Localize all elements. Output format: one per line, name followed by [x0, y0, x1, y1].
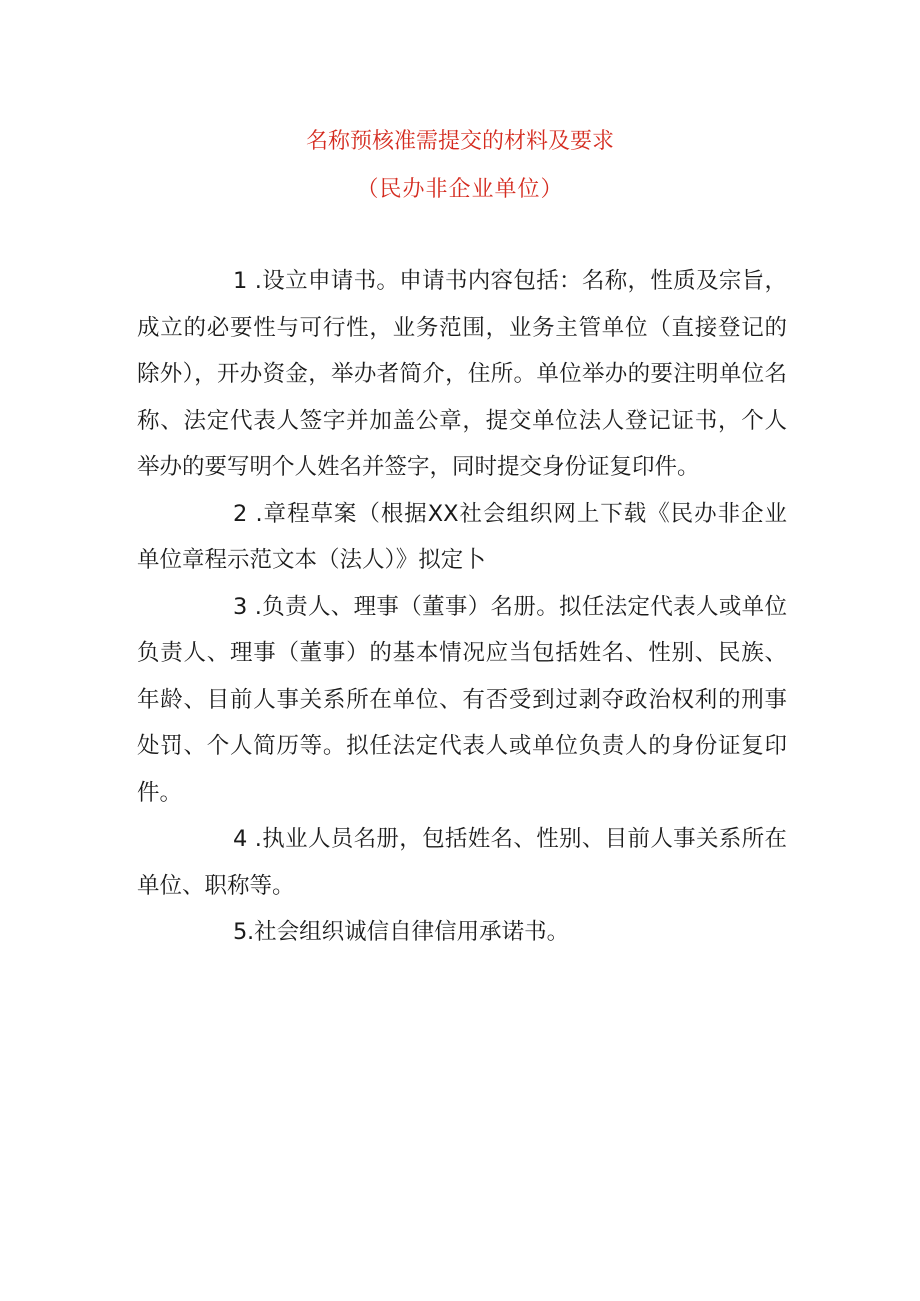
item-number: 5	[233, 919, 248, 945]
item-number: 3	[233, 593, 248, 620]
document-title: 名称预核准需提交的材料及要求	[305, 129, 614, 154]
list-item-5	[137, 909, 787, 956]
item-number: 2	[233, 500, 248, 527]
list-item-2	[137, 491, 787, 584]
item-text: .章程草案（根据XX社会组织网上下载《民办非企业单位章程示范文本（法人）》拟定卜	[137, 500, 787, 573]
item-number: 4	[233, 826, 248, 852]
item-text: .负责人、理事（董事）名册。拟任法定代表人或单位负责人、理事（董事）的基本情况应当包括姓名、性别、民族、年龄、目前人事关系所在单位、有否受到过剥夺政治权利的刑事处罚、个人简历等。拟任法定代表人或单位负责人的身份证复印件。	[137, 593, 787, 806]
item-number: 1	[233, 268, 248, 294]
item-text: .设立申请书。申请书内容包括：名称，性质及宗旨，成立的必要性与可行性，业务范围，业务主管单位（直接登记的除外），开办资金，举办者简介，住所。单位举办的要注明单位名称、法定代表人签字并加盖公章，提交单位法人登记证书，个人举办的要写明个人姓名并签字，同时提交身份证复印件。	[137, 268, 787, 480]
item-text: .社会组织诚信自律信用承诺书。	[247, 919, 570, 945]
document-subtitle: （民办非企业单位）	[356, 177, 564, 202]
list-item-4	[137, 816, 787, 909]
document-body	[137, 258, 787, 956]
list-item-3	[137, 584, 787, 817]
list-item-1	[137, 258, 787, 491]
item-text: .执业人员名册，包括姓名、性别、目前人事关系所在单位、职称等。	[137, 826, 787, 899]
